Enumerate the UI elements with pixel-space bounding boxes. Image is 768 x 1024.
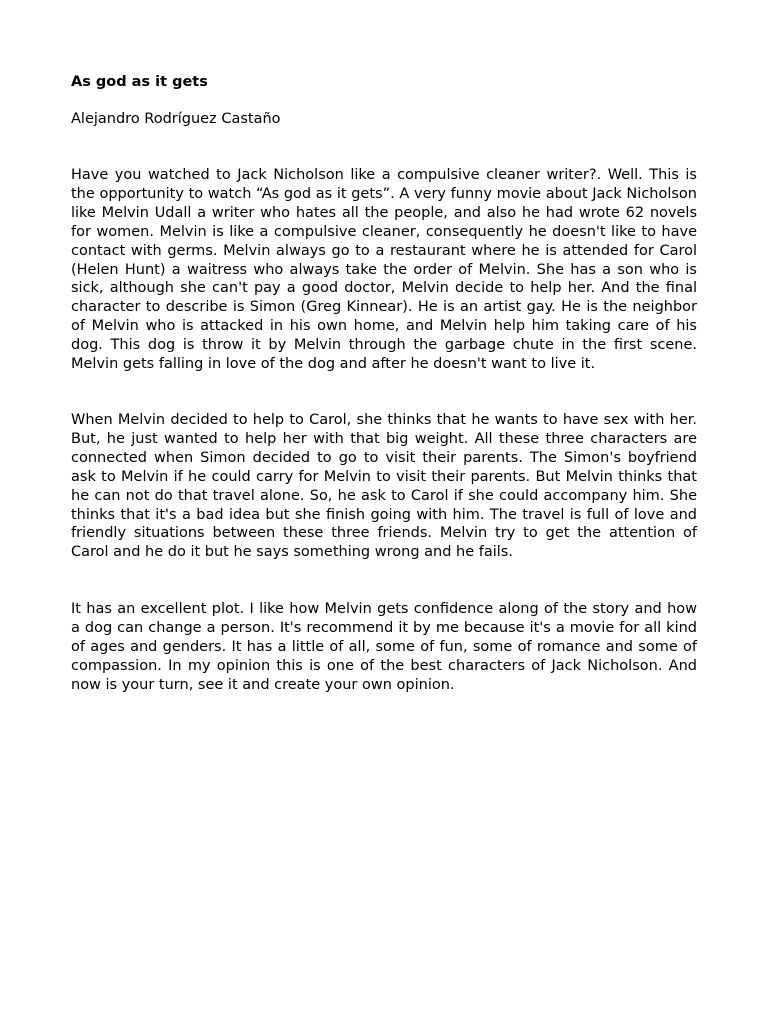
paragraph-story-development: When Melvin decided to help to Carol, she thinks that he wants to have sex with her. But, he just wanted to help her with that big weight. All these three characters are connected when Simon decided to go to visit their parents. The Simon's boyfriend ask to Melvin if he could carry for Melvin to visit their parents. But Melvin thinks that he can not do that travel alone. So, he ask to Carol if she could accompany him. She thinks that it's a bad idea but she finish going with him. The travel is full of love and friendly situations between these three friends. Melvin try to get the attention of Carol and he do it but he says something wrong and he fails. (71, 412, 697, 561)
document-author: Alejandro Rodríguez Castaño (71, 111, 281, 127)
paragraph-plot-summary: Have you watched to Jack Nicholson like a compulsive cleaner writer?. Well. This is the opportunity to watch “As god as it gets”. A very funny movie about Jack Nicholson like Melvin Udall a writer who hates all the people, and also he had wrote 62 novels for women. Melvin is like a compulsive cleaner, consequently he doesn't like to have contact with germs. Melvin always go to a restaurant where he is attended for Carol (Helen Hunt) a waitress who always take the order of Melvin. She has a son who is sick, although she can't pay a good doctor, Melvin decide to help her. And the final character to describe is Simon (Greg Kinnear). He is an artist gay. He is the neighbor of Melvin who is attacked in his own home, and Melvin help him taking care of his dog. This dog is throw it by Melvin through the garbage chute in the first scene. Melvin gets falling in love of the dog and after he doesn't want to live it. (71, 167, 697, 373)
paragraph-opinion: It has an excellent plot. I like how Melvin gets confidence along of the story and how a dog can change a person. It's recommend it by me because it's a movie for all kind of ages and genders. It has a little of all, some of fun, some of romance and some of compassion. In my opinion this is one of the best characters of Jack Nicholson. And now is your turn, see it and create your own opinion. (71, 601, 697, 693)
document-title: As god as it gets (71, 74, 208, 90)
